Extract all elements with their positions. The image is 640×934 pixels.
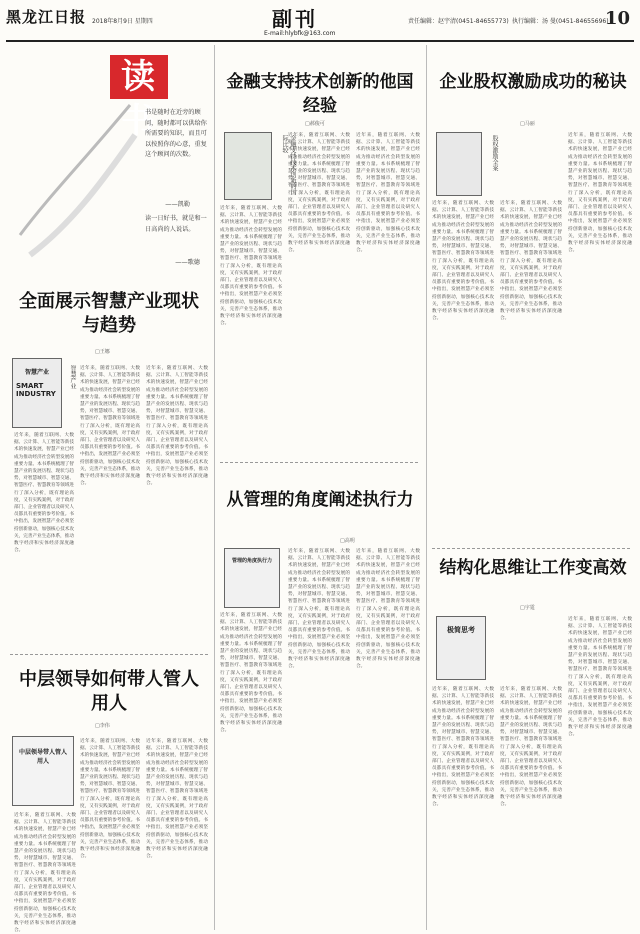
article-title-mgmt: 从管理的角度阐述执行力 (226, 490, 414, 510)
book-cover-title: 管理的角度执行力 (231, 558, 272, 564)
article-body-leader-3: 近年来，随着互联网、大数据、云计算、人工智能等新技术的快速发展，智慧产业已经成为推动经济社会转型发展的重要力量。本书系统梳理了智慧产业的发展历程、现状与趋势，对智慧城市、智慧交通、智慧医疗、智慧教育等领域进行了深入分析，既有理论高度，又有实践案例，对于政府部门、企业管理者以及研究人员都具有重要的参考价值。书中指出，发展智慧产业必须坚持创新驱动，加强核心技术攻关，完善产业生态体系，推动数字经济和实体经济深度融合。 (146, 739, 208, 860)
article-body-leader-2: 近年来，随着互联网、大数据、云计算、人工智能等新技术的快速发展，智慧产业已经成为推动经济社会转型发展的重要力量。本书系统梳理了智慧产业的发展历程、现状与趋势，对智慧城市、智慧交通、智慧医疗、智慧教育等领域进行了深入分析，既有理论高度，又有实践案例，对于政府部门、企业管理者以及研究人员都具有重要的参考价值。书中指出，发展智慧产业必须坚持创新驱动，加强核心技术攻关，完善产业生态体系，推动数字经济和实体经济深度融合。 (80, 739, 140, 860)
article-body-mgmt-3: 近年来，随着互联网、大数据、云计算、人工智能等新技术的快速发展，智慧产业已经成为推动经济社会转型发展的重要力量。本书系统梳理了智慧产业的发展历程、现状与趋势，对智慧城市、智慧交通、智慧医疗、智慧教育等领域进行了深入分析，既有理论高度，又有实践案例，对于政府部门、企业管理者以及研究人员都具有重要的参考价值。书中指出，发展智慧产业必须坚持创新驱动，加强核心技术攻关，完善产业生态体系，推动数字经济和实体经济深度融合。 (356, 549, 420, 670)
article-body-finance-3: 近年来，随着互联网、大数据、云计算、人工智能等新技术的快速发展，智慧产业已经成为推动经济社会转型发展的重要力量。本书系统梳理了智慧产业的发展历程、现状与趋势，对智慧城市、智慧交通、智慧医疗、智慧教育等领域进行了深入分析，既有理论高度，又有实践案例，对于政府部门、企业管理者以及研究人员都具有重要的参考价值。书中指出，发展智慧产业必须坚持创新驱动，加强核心技术攻关，完善产业生态体系，推动数字经济和实体经济深度融合。 (356, 133, 420, 254)
page-number: 10 (604, 8, 630, 29)
article-title-smart: 全面展示智慧产业现状与趋势 (19, 291, 199, 336)
article-body-equity-1: 近年来，随着互联网、大数据、云计算、人工智能等新技术的快速发展，智慧产业已经成为推动经济社会转型发展的重要力量。本书系统梳理了智慧产业的发展历程、现状与趋势，对智慧城市、智慧交通、智慧医疗、智慧教育等领域进行了深入分析，既有理论高度，又有实践案例，对于政府部门、企业管理者以及研究人员都具有重要的参考价值。书中指出，发展智慧产业必须坚持创新驱动，加强核心技术攻关，完善产业生态体系，推动数字经济和实体经济深度融合。 (432, 201, 494, 322)
article-body-equity-3: 近年来，随着互联网、大数据、云计算、人工智能等新技术的快速发展，智慧产业已经成为推动经济社会转型发展的重要力量。本书系统梳理了智慧产业的发展历程、现状与趋势，对智慧城市、智慧交通、智慧医疗、智慧教育等领域进行了深入分析，既有理论高度，又有实践案例，对于政府部门、企业管理者以及研究人员都具有重要的参考价值。书中指出，发展智慧产业必须坚持创新驱动，加强核心技术攻关，完善产业生态体系，推动数字经济和实体经济深度融合。 (568, 133, 632, 254)
book-cover-title: 中层领导带人管人用人 (18, 749, 67, 765)
header-rule (6, 40, 634, 42)
book-cover-root (436, 616, 486, 680)
intro-author-2: ——歌德 (175, 259, 200, 266)
book-cover-finance (224, 132, 272, 200)
article-title-equity: 企业股权激励成功的秘诀 (439, 72, 627, 92)
article-title-finance: 金融支持技术创新的他国经验 (226, 72, 414, 116)
section-label: 读书 (110, 55, 168, 99)
book-vertical-title-finance: 金融支持技术创新的国际比较 (281, 135, 296, 195)
book-cover-smart (12, 358, 62, 428)
article-body-finance-2: 近年来，随着互联网、大数据、云计算、人工智能等新技术的快速发展，智慧产业已经成为推动经济社会转型发展的重要力量。本书系统梳理了智慧产业的发展历程、现状与趋势，对智慧城市、智慧交通、智慧医疗、智慧教育等领域进行了深入分析，既有理论高度，又有实践案例，对于政府部门、企业管理者以及研究人员都具有重要的参考价值。书中指出，发展智慧产业必须坚持创新驱动，加强核心技术攻关，完善产业生态体系，推动数字经济和实体经济深度融合。 (288, 133, 350, 254)
proof-info: 执行编辑：汤 曼(0451-84655696) (512, 18, 609, 25)
section-email: E-mail:hlybfk@163.com (264, 30, 336, 37)
article-body-smart-1: 近年来，随着互联网、大数据、云计算、人工智能等新技术的快速发展，智慧产业已经成为推动经济社会转型发展的重要力量。本书系统梳理了智慧产业的发展历程、现状与趋势，对智慧城市、智慧交通、智慧医疗、智慧教育等领域进行了深入分析，既有理论高度，又有实践案例，对于政府部门、企业管理者以及研究人员都具有重要的参考价值。书中指出，发展智慧产业必须坚持创新驱动，加强核心技术攻关，完善产业生态体系，推动数字经济和实体经济深度融合。 (14, 433, 74, 554)
article-title-root: 结构化思维让工作变高效 (439, 558, 627, 578)
article-body-finance-1: 近年来，随着互联网、大数据、云计算、人工智能等新技术的快速发展，智慧产业已经成为推动经济社会转型发展的重要力量。本书系统梳理了智慧产业的发展历程、现状与趋势，对智慧城市、智慧交通、智慧医疗、智慧教育等领域进行了深入分析，既有理论高度，又有实践案例，对于政府部门、企业管理者以及研究人员都具有重要的参考价值。书中指出，发展智慧产业必须坚持创新驱动，加强核心技术攻关，完善产业生态体系，推动数字经济和实体经济深度融合。 (220, 206, 282, 327)
article-body-root-2: 近年来，随着互联网、大数据、云计算、人工智能等新技术的快速发展，智慧产业已经成为推动经济社会转型发展的重要力量。本书系统梳理了智慧产业的发展历程、现状与趋势，对智慧城市、智慧交通、智慧医疗、智慧教育等领域进行了深入分析，既有理论高度，又有实践案例，对于政府部门、企业管理者以及研究人员都具有重要的参考价值。书中指出，发展智慧产业必须坚持创新驱动，加强核心技术攻关，完善产业生态体系，推动数字经济和实体经济深度融合。 (500, 687, 562, 808)
book-cover-title: 智慧产业 (24, 369, 49, 376)
book-cover-subtitle: SMART INDUSTRY (16, 382, 56, 398)
article-author-leader: □李伟 (95, 723, 110, 729)
article-body-mgmt-1: 近年来，随着互联网、大数据、云计算、人工智能等新技术的快速发展，智慧产业已经成为推动经济社会转型发展的重要力量。本书系统梳理了智慧产业的发展历程、现状与趋势，对智慧城市、智慧交通、智慧医疗、智慧教育等领域进行了深入分析，既有理论高度，又有实践案例，对于政府部门、企业管理者以及研究人员都具有重要的参考价值。书中指出，发展智慧产业必须坚持创新驱动，加强核心技术攻关，完善产业生态体系，推动数字经济和实体经济深度融合。 (220, 613, 282, 734)
section-title: 副刊 (272, 7, 318, 31)
intro-quote-2: 读一日好书，就是和一日高尚的人说话。 (145, 215, 207, 233)
article-body-equity-2: 近年来，随着互联网、大数据、云计算、人工智能等新技术的快速发展，智慧产业已经成为推动经济社会转型发展的重要力量。本书系统梳理了智慧产业的发展历程、现状与趋势，对智慧城市、智慧交通、智慧医疗、智慧教育等领域进行了深入分析，既有理论高度，又有实践案例，对于政府部门、企业管理者以及研究人员都具有重要的参考价值。书中指出，发展智慧产业必须坚持创新驱动，加强核心技术攻关，完善产业生态体系，推动数字经济和实体经济深度融合。 (500, 201, 562, 322)
intro-quote: 书是随时在近旁的顾问，随时都可以供给你所需要的知识，而且可以按照你的心意，重复这个顾问的次数。 (145, 109, 207, 158)
book-cover-leader (12, 736, 74, 806)
page-header (0, 0, 640, 40)
masthead: 黑龙江日报 (6, 8, 87, 26)
article-body-smart-2: 近年来，随着互联网、大数据、云计算、人工智能等新技术的快速发展，智慧产业已经成为推动经济社会转型发展的重要力量。本书系统梳理了智慧产业的发展历程、现状与趋势，对智慧城市、智慧交通、智慧医疗、智慧教育等领域进行了深入分析，既有理论高度，又有实践案例，对于政府部门、企业管理者以及研究人员都具有重要的参考价值。书中指出，发展智慧产业必须坚持创新驱动，加强核心技术攻关，完善产业生态体系，推动数字经济和实体经济深度融合。 (80, 366, 140, 487)
article-author-finance: □郝俊可 (305, 121, 325, 127)
section-separator (220, 462, 420, 463)
article-author-mgmt: □高明 (340, 538, 355, 544)
article-body-mgmt-2: 近年来，随着互联网、大数据、云计算、人工智能等新技术的快速发展，智慧产业已经成为推动经济社会转型发展的重要力量。本书系统梳理了智慧产业的发展历程、现状与趋势，对智慧城市、智慧交通、智慧医疗、智慧教育等领域进行了深入分析，既有理论高度，又有实践案例，对于政府部门、企业管理者以及研究人员都具有重要的参考价值。书中指出，发展智慧产业必须坚持创新驱动，加强核心技术攻关，完善产业生态体系，推动数字经济和实体经济深度融合。 (288, 549, 350, 670)
article-title-leader: 中层领导如何带人管人用人 (19, 669, 199, 714)
column-divider-1 (214, 45, 215, 930)
ink-decoration (10, 75, 140, 265)
article-body-root-3: 近年来，随着互联网、大数据、云计算、人工智能等新技术的快速发展，智慧产业已经成为推动经济社会转型发展的重要力量。本书系统梳理了智慧产业的发展历程、现状与趋势，对智慧城市、智慧交通、智慧医疗、智慧教育等领域进行了深入分析，既有理论高度，又有实践案例，对于政府部门、企业管理者以及研究人员都具有重要的参考价值。书中指出，发展智慧产业必须坚持创新驱动，加强核心技术攻关，完善产业生态体系，推动数字经济和实体经济深度融合。 (568, 617, 632, 738)
article-body-leader-1: 近年来，随着互联网、大数据、云计算、人工智能等新技术的快速发展，智慧产业已经成为推动经济社会转型发展的重要力量。本书系统梳理了智慧产业的发展历程、现状与趋势，对智慧城市、智慧交通、智慧医疗、智慧教育等领域进行了深入分析，既有理论高度，又有实践案例，对于政府部门、企业管理者以及研究人员都具有重要的参考价值。书中指出，发展智慧产业必须坚持创新驱动，加强核心技术攻关，完善产业生态体系，推动数字经济和实体经济深度融合。 (14, 813, 76, 934)
book-cover-title: 极简思考 (447, 625, 475, 634)
article-author-equity: □马丽 (520, 121, 535, 127)
book-cover-mgmt (224, 548, 280, 608)
issue-date: 2018年8月9日 星期四 (92, 18, 153, 25)
book-vertical-title-smart: 智慧产业 (69, 365, 76, 389)
intro-author: ——凯勒 (165, 201, 190, 208)
book-cover-equity (436, 132, 482, 196)
article-body-smart-3: 近年来，随着互联网、大数据、云计算、人工智能等新技术的快速发展，智慧产业已经成为推动经济社会转型发展的重要力量。本书系统梳理了智慧产业的发展历程、现状与趋势，对智慧城市、智慧交通、智慧医疗、智慧教育等领域进行了深入分析，既有理论高度，又有实践案例，对于政府部门、企业管理者以及研究人员都具有重要的参考价值。书中指出，发展智慧产业必须坚持创新驱动，加强核心技术攻关，完善产业生态体系，推动数字经济和实体经济深度融合。 (146, 366, 208, 487)
section-separator (432, 548, 632, 549)
column-divider-2 (426, 45, 427, 930)
book-vertical-title-equity: 股权激励全案 (491, 135, 498, 171)
editor-info: 责任编辑：赵宇清(0451-84655773) (408, 18, 509, 25)
article-author-root: □宇霆 (520, 605, 535, 611)
article-body-root-1: 近年来，随着互联网、大数据、云计算、人工智能等新技术的快速发展，智慧产业已经成为推动经济社会转型发展的重要力量。本书系统梳理了智慧产业的发展历程、现状与趋势，对智慧城市、智慧交通、智慧医疗、智慧教育等领域进行了深入分析，既有理论高度，又有实践案例，对于政府部门、企业管理者以及研究人员都具有重要的参考价值。书中指出，发展智慧产业必须坚持创新驱动，加强核心技术攻关，完善产业生态体系，推动数字经济和实体经济深度融合。 (432, 687, 494, 808)
section-separator (10, 654, 210, 655)
article-author-smart: □王娜 (95, 349, 110, 355)
